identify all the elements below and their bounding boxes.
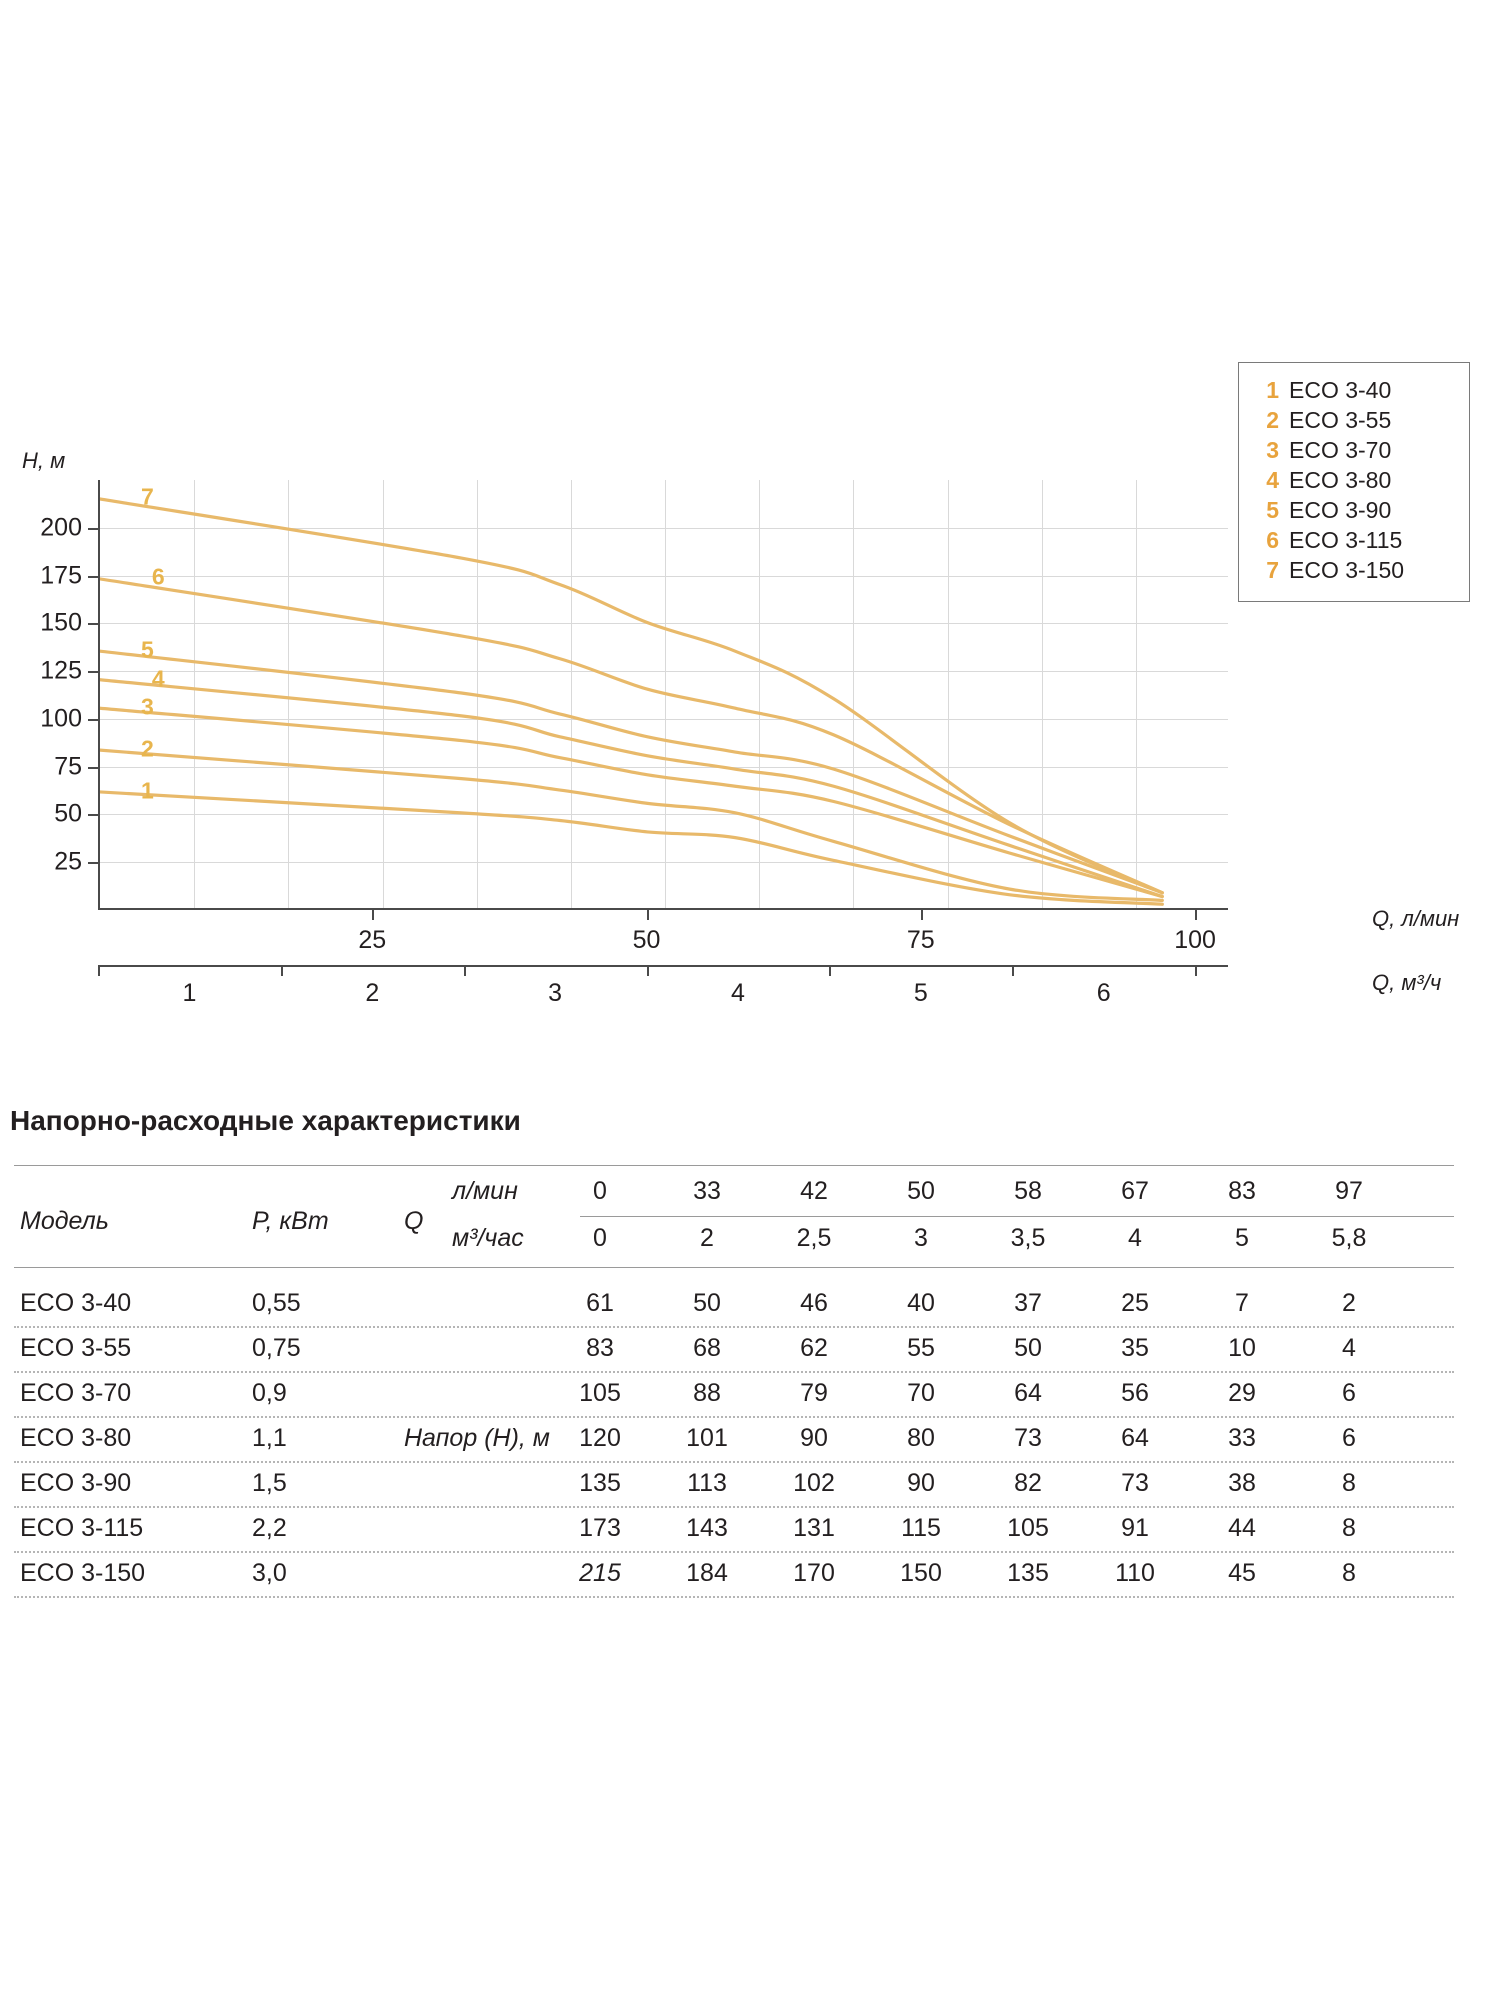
- table-cell-power: 0,75: [252, 1334, 301, 1362]
- legend-item-label: ECO 3-70: [1289, 437, 1392, 463]
- x-tick-mark: [1195, 910, 1197, 920]
- x-tick-label-lpm: 75: [906, 926, 935, 954]
- y-tick-mark: [88, 623, 98, 625]
- table-rule: [14, 1165, 1454, 1166]
- legend-item: [1239, 437, 1469, 467]
- table-row-divider: [14, 1596, 1454, 1598]
- table-cell-model: ECO 3-115: [20, 1514, 144, 1542]
- table-cell-head-value: 73: [1014, 1424, 1042, 1452]
- legend-item-label: ECO 3-80: [1289, 467, 1392, 493]
- table-header-power: P, кВт: [252, 1207, 329, 1235]
- table-header-m3h-value: 0: [593, 1224, 607, 1252]
- curve-number-7: 7: [140, 483, 154, 510]
- table-header-unit-m3h: м³/час: [452, 1224, 524, 1252]
- legend-item: [1239, 407, 1469, 437]
- table-header-lpm-value: 67: [1121, 1177, 1149, 1205]
- x-axis-lpm-labels: [98, 920, 1228, 954]
- secondary-axis-tick: [647, 965, 649, 976]
- legend-item-label: ECO 3-90: [1289, 497, 1392, 523]
- table-cell-head-value: 29: [1228, 1379, 1256, 1407]
- secondary-axis-tick: [464, 965, 466, 976]
- secondary-axis-tick: [1195, 965, 1197, 976]
- table-header-m3h-value: 5: [1235, 1224, 1249, 1252]
- table-cell-head-value: 73: [1121, 1469, 1149, 1497]
- table-cell-head-value: 8: [1342, 1514, 1356, 1542]
- table-title: Напорно-расходные характеристики: [10, 1105, 521, 1136]
- y-axis-title: H, м: [22, 448, 66, 473]
- table-cell-head-value: 25: [1121, 1289, 1149, 1317]
- table-rule: [580, 1216, 1454, 1217]
- chart-legend: [1238, 362, 1470, 602]
- table-header-model: Модель: [20, 1207, 109, 1235]
- table-cell-head-value: 173: [579, 1514, 621, 1542]
- table-cell-head-value: 115: [901, 1514, 941, 1542]
- x-tick-mark: [921, 910, 923, 920]
- table-cell-head-value: 88: [693, 1379, 721, 1407]
- legend-item: [1239, 527, 1469, 557]
- x-tick-label-m3h: 5: [913, 979, 928, 1007]
- legend-item-label: ECO 3-150: [1289, 557, 1405, 583]
- x-tick-mark: [372, 910, 374, 920]
- y-axis-tick-labels: [0, 480, 92, 910]
- table-cell-power: 1,5: [252, 1469, 287, 1497]
- table-header-m3h-value: 3: [914, 1224, 928, 1252]
- table-cell-power: 0,9: [252, 1379, 287, 1407]
- table-cell-head-value: 50: [693, 1289, 721, 1317]
- table-header-m3h-value: 4: [1128, 1224, 1142, 1252]
- curve-number-1: 1: [140, 777, 154, 804]
- table-cell-head-value: 8: [1342, 1559, 1356, 1587]
- table-cell-head-value: 38: [1228, 1469, 1256, 1497]
- x-tick-label-m3h: 6: [1096, 979, 1111, 1007]
- table-cell-power: 0,55: [252, 1289, 301, 1317]
- table-cell-head-value: 45: [1228, 1559, 1256, 1587]
- table-header-q: Q: [404, 1207, 424, 1235]
- table-header-lpm-value: 42: [800, 1177, 828, 1205]
- y-tick-label: 100: [40, 704, 82, 733]
- x-tick-label-m3h: 1: [182, 979, 197, 1007]
- table-header-lpm-value: 0: [593, 1177, 607, 1205]
- table-cell-head-value: 44: [1228, 1514, 1256, 1542]
- legend-item-number: 7: [1266, 557, 1279, 583]
- table-cell-head-value: 91: [1121, 1514, 1149, 1542]
- table-cell-head-value: 10: [1228, 1334, 1256, 1362]
- table-cell-head-value: 143: [686, 1514, 728, 1542]
- table-header-lpm-value: 97: [1335, 1177, 1363, 1205]
- table-cell-head-value: 37: [1014, 1289, 1042, 1317]
- table-cell-head-value: 90: [800, 1424, 828, 1452]
- table-label-napor: Напор (H), м: [404, 1424, 550, 1452]
- table-cell-head-value: 64: [1121, 1424, 1149, 1452]
- secondary-axis-tick: [98, 965, 100, 976]
- secondary-axis-tick: [281, 965, 283, 976]
- y-tick-mark: [88, 528, 98, 530]
- table-cell-head-value: 110: [1115, 1559, 1155, 1587]
- table-cell-power: 2,2: [252, 1514, 287, 1542]
- table-cell-head-value: 170: [793, 1559, 835, 1587]
- y-tick-mark: [88, 719, 98, 721]
- table-cell-power: 1,1: [252, 1424, 287, 1452]
- table-cell-head-value: 2: [1342, 1289, 1356, 1317]
- table-header-lpm-value: 50: [907, 1177, 935, 1205]
- x-tick-label-lpm: 100: [1174, 926, 1216, 954]
- table-header-m3h-value: 2: [700, 1224, 714, 1252]
- table-cell-head-value: 105: [1007, 1514, 1049, 1542]
- secondary-axis-tick: [829, 965, 831, 976]
- table-header-m3h-value: 3,5: [1010, 1224, 1046, 1252]
- table-row-divider: [14, 1551, 1454, 1553]
- table-header-lpm-value: 83: [1228, 1177, 1256, 1205]
- y-tick-label: 75: [54, 752, 82, 781]
- legend-item-label: ECO 3-55: [1289, 407, 1392, 433]
- table-cell-head-value: 82: [1014, 1469, 1042, 1497]
- x-axis-m3h-scale: [98, 965, 1228, 1005]
- y-tick-label: 25: [54, 847, 82, 876]
- table-row-divider: [14, 1326, 1454, 1328]
- legend-item: [1239, 467, 1469, 497]
- table-cell-head-value: 79: [800, 1379, 828, 1407]
- legend-item: [1239, 377, 1469, 407]
- table-cell-head-value: 7: [1235, 1289, 1249, 1317]
- curve-number-6: 6: [151, 563, 165, 590]
- y-tick-label: 125: [40, 656, 82, 685]
- table-header-m3h-value: 5,8: [1331, 1224, 1367, 1252]
- table-cell-head-value: 215: [579, 1559, 621, 1587]
- table-cell-head-value: 80: [907, 1424, 935, 1452]
- table-header-unit-lpm: л/мин: [452, 1177, 518, 1205]
- table-cell-head-value: 120: [579, 1424, 621, 1452]
- curve-number-3: 3: [140, 693, 154, 720]
- table-header-lpm-value: 33: [693, 1177, 721, 1205]
- table-row-divider: [14, 1461, 1454, 1463]
- table-cell-head-value: 113: [687, 1469, 727, 1497]
- curve-number-4: 4: [151, 665, 165, 692]
- legend-item: [1239, 497, 1469, 527]
- y-tick-mark: [88, 671, 98, 673]
- x-tick-label-lpm: 50: [632, 926, 661, 954]
- chart-curves: [100, 480, 1228, 908]
- curve-eco-3-80: [100, 680, 1162, 897]
- table-cell-head-value: 70: [907, 1379, 935, 1407]
- table-cell-head-value: 35: [1121, 1334, 1149, 1362]
- table-cell-head-value: 184: [686, 1559, 728, 1587]
- table-cell-head-value: 55: [907, 1334, 935, 1362]
- y-tick-label: 50: [54, 799, 82, 828]
- table-cell-head-value: 105: [579, 1379, 621, 1407]
- table-cell-head-value: 33: [1228, 1424, 1256, 1452]
- table-row-divider: [14, 1371, 1454, 1373]
- table-cell-head-value: 83: [586, 1334, 614, 1362]
- table-cell-model: ECO 3-40: [20, 1289, 132, 1317]
- x-tick-mark: [647, 910, 649, 920]
- table-cell-head-value: 8: [1342, 1469, 1356, 1497]
- legend-item-number: 2: [1266, 407, 1279, 433]
- table-cell-power: 3,0: [252, 1559, 287, 1587]
- table-cell-head-value: 135: [1007, 1559, 1049, 1587]
- legend-item-number: 4: [1266, 467, 1279, 493]
- table-cell-head-value: 56: [1121, 1379, 1149, 1407]
- y-tick-label: 150: [40, 608, 82, 637]
- table-cell-head-value: 6: [1342, 1379, 1356, 1407]
- x-tick-label-lpm: 25: [358, 926, 387, 954]
- table-cell-head-value: 50: [1014, 1334, 1042, 1362]
- legend-item-label: ECO 3-40: [1289, 377, 1392, 403]
- x-axis-unit-m3h: Q, м³/ч: [1372, 970, 1442, 995]
- y-tick-label: 200: [40, 513, 82, 542]
- table-cell-head-value: 150: [900, 1559, 942, 1587]
- legend-item-number: 1: [1266, 377, 1279, 403]
- table-cell-head-value: 131: [793, 1514, 835, 1542]
- legend-item: [1239, 557, 1469, 587]
- y-tick-mark: [88, 862, 98, 864]
- chart-plot-area: [98, 480, 1228, 910]
- table-cell-head-value: 46: [800, 1289, 828, 1317]
- table-cell-model: ECO 3-70: [20, 1379, 132, 1407]
- table-header-m3h-value: 2,5: [796, 1224, 832, 1252]
- table-cell-head-value: 40: [907, 1289, 935, 1317]
- curve-number-5: 5: [140, 636, 154, 663]
- table-cell-model: ECO 3-80: [20, 1424, 132, 1452]
- table-cell-model: ECO 3-90: [20, 1469, 132, 1497]
- legend-item-number: 3: [1266, 437, 1279, 463]
- y-tick-label: 175: [40, 561, 82, 590]
- curve-number-2: 2: [140, 735, 154, 762]
- legend-item-number: 6: [1266, 527, 1279, 553]
- y-tick-mark: [88, 767, 98, 769]
- y-tick-mark: [88, 814, 98, 816]
- table-row-divider: [14, 1506, 1454, 1508]
- table-cell-model: ECO 3-150: [20, 1559, 146, 1587]
- table-cell-head-value: 64: [1014, 1379, 1042, 1407]
- secondary-axis-line: [98, 965, 1228, 967]
- table-cell-head-value: 101: [686, 1424, 728, 1452]
- legend-item-label: ECO 3-115: [1289, 527, 1403, 553]
- table-header-lpm-value: 58: [1014, 1177, 1042, 1205]
- x-tick-label-m3h: 3: [548, 979, 563, 1007]
- performance-chart: [0, 377, 1500, 1080]
- table-cell-head-value: 90: [907, 1469, 935, 1497]
- y-tick-mark: [88, 576, 98, 578]
- x-axis-unit-lpm: Q, л/мин: [1372, 906, 1460, 931]
- table-row-divider: [14, 1416, 1454, 1418]
- table-cell-head-value: 135: [579, 1469, 621, 1497]
- table-cell-head-value: 102: [793, 1469, 835, 1497]
- secondary-axis-tick: [1012, 965, 1014, 976]
- x-tick-label-m3h: 4: [731, 979, 745, 1007]
- table-rule: [14, 1267, 1454, 1268]
- table-cell-head-value: 68: [693, 1334, 721, 1362]
- table-cell-head-value: 62: [800, 1334, 828, 1362]
- x-tick-label-m3h: 2: [365, 979, 380, 1007]
- legend-item-number: 5: [1266, 497, 1279, 523]
- table-cell-head-value: 61: [586, 1289, 614, 1317]
- table-cell-model: ECO 3-55: [20, 1334, 132, 1362]
- table-cell-head-value: 4: [1342, 1334, 1356, 1362]
- table-cell-head-value: 6: [1342, 1424, 1356, 1452]
- curve-eco-3-115: [100, 579, 1162, 893]
